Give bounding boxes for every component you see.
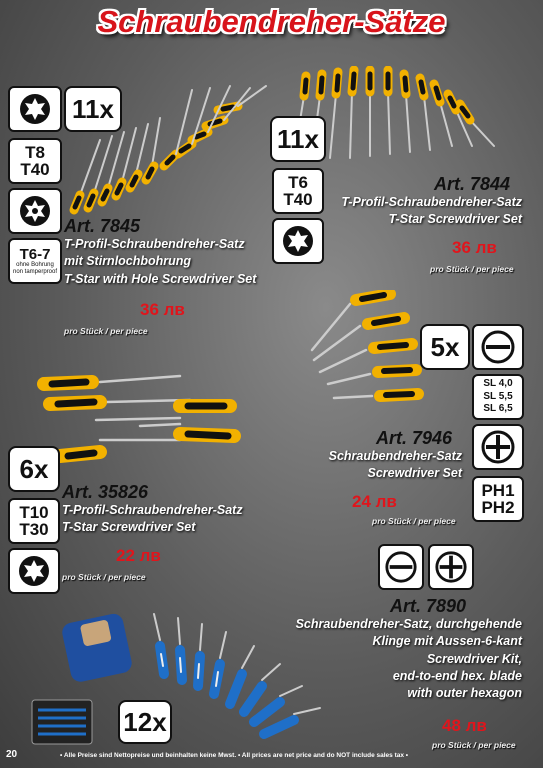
per-piece-label: pro Stück / per piece — [64, 326, 148, 336]
price: 36 лв — [140, 300, 185, 319]
description-line: Klinge mit Aussen-6-kant — [372, 634, 522, 649]
tamper-note: ohne Bohrung — [16, 261, 54, 268]
size-value: T8 — [25, 143, 45, 162]
slotted-icon — [378, 544, 424, 590]
article-number: Art. 7890 — [390, 596, 467, 616]
slotted-icon — [472, 324, 524, 370]
description-line: T-Profil-Schraubendreher-Satz — [62, 503, 243, 517]
size-value: SL 5,5 — [483, 390, 513, 402]
count-badge-7844: 11x — [270, 116, 326, 162]
product-description — [300, 448, 462, 483]
tamper-note: non tamperproof — [12, 268, 58, 275]
per-piece-label: pro Stück / per piece — [432, 740, 516, 750]
page-number: 20 — [6, 749, 18, 760]
article-number: Art. 7946 — [376, 428, 453, 448]
per-piece-label: pro Stück / per piece — [430, 264, 514, 274]
size-value: T30 — [19, 520, 49, 539]
description-line: Schraubendreher-Satz — [328, 449, 462, 463]
tamper-size: T6-7 — [19, 245, 51, 263]
count-badge-7845: 11x — [64, 86, 122, 132]
size-value: PH1 — [481, 481, 515, 500]
torx-icon — [8, 188, 62, 234]
product-description — [300, 194, 522, 229]
size-value: T40 — [283, 190, 313, 209]
price: 24 лв — [352, 492, 397, 511]
description-line: with outer hexagon — [407, 686, 522, 700]
ph-size-badge — [472, 476, 524, 522]
description-line: T-Star Screwdriver Set — [62, 520, 196, 535]
phillips-icon — [472, 424, 524, 470]
size-value: T10 — [19, 503, 49, 522]
description-line: T-Profil-Schraubendreher-Satz — [64, 237, 245, 251]
product-photo-7946 — [300, 290, 430, 410]
count-badge-35826: 6x — [8, 446, 60, 492]
size-badge-35826 — [8, 498, 60, 544]
phillips-icon — [428, 544, 474, 590]
description-line: mit Stirnlochbohrung — [64, 254, 192, 269]
price: 22 лв — [116, 546, 161, 565]
per-piece-label: pro Stück / per piece — [62, 572, 146, 582]
size-value: SL 4,0 — [483, 378, 513, 390]
count-badge-7890: 12x — [118, 700, 172, 744]
article-number: Art. 7844 — [434, 174, 511, 194]
description-line: T-Profil-Schraubendreher-Satz — [341, 195, 522, 209]
footer-note: • Alle Preise sind Nettopreise und beinhalten keine Mwst. • All prices are net price and do NOT include sales tax • — [60, 752, 409, 759]
size-value: SL 6,5 — [483, 403, 513, 415]
description-line: T-Star with Hole Screwdriver Set — [64, 271, 257, 286]
price: 36 лв — [452, 238, 497, 257]
product-description — [62, 502, 243, 537]
description-line: Screwdriver Kit, — [426, 651, 522, 666]
page-title: Schraubendreher-Sätze — [97, 4, 446, 39]
size-badge-7845 — [8, 138, 62, 184]
size-value: T40 — [20, 160, 50, 179]
product-description — [64, 236, 256, 288]
description-line: Schraubendreher-Satz, durchgehende — [295, 617, 522, 631]
article-number: Art. 35826 — [62, 482, 149, 502]
size-value: T6 — [288, 173, 308, 192]
product-photo-35826 — [30, 360, 250, 470]
torx-icon — [8, 548, 60, 594]
count-badge-7946: 5x — [420, 324, 470, 370]
tamper-badge-7845 — [8, 238, 62, 284]
description-line: T-Star Screwdriver Set — [388, 212, 522, 227]
torx-icon — [8, 86, 62, 132]
per-piece-label: pro Stück / per piece — [372, 516, 456, 526]
product-photo-7890 — [30, 610, 330, 750]
description-line: end-to-end hex. blade — [392, 668, 522, 683]
article-number: Art. 7845 — [64, 216, 141, 236]
price: 48 лв — [442, 716, 487, 735]
description-line: Screwdriver Set — [367, 466, 462, 481]
slot-size-badge — [472, 374, 524, 420]
size-value: PH2 — [481, 498, 515, 517]
